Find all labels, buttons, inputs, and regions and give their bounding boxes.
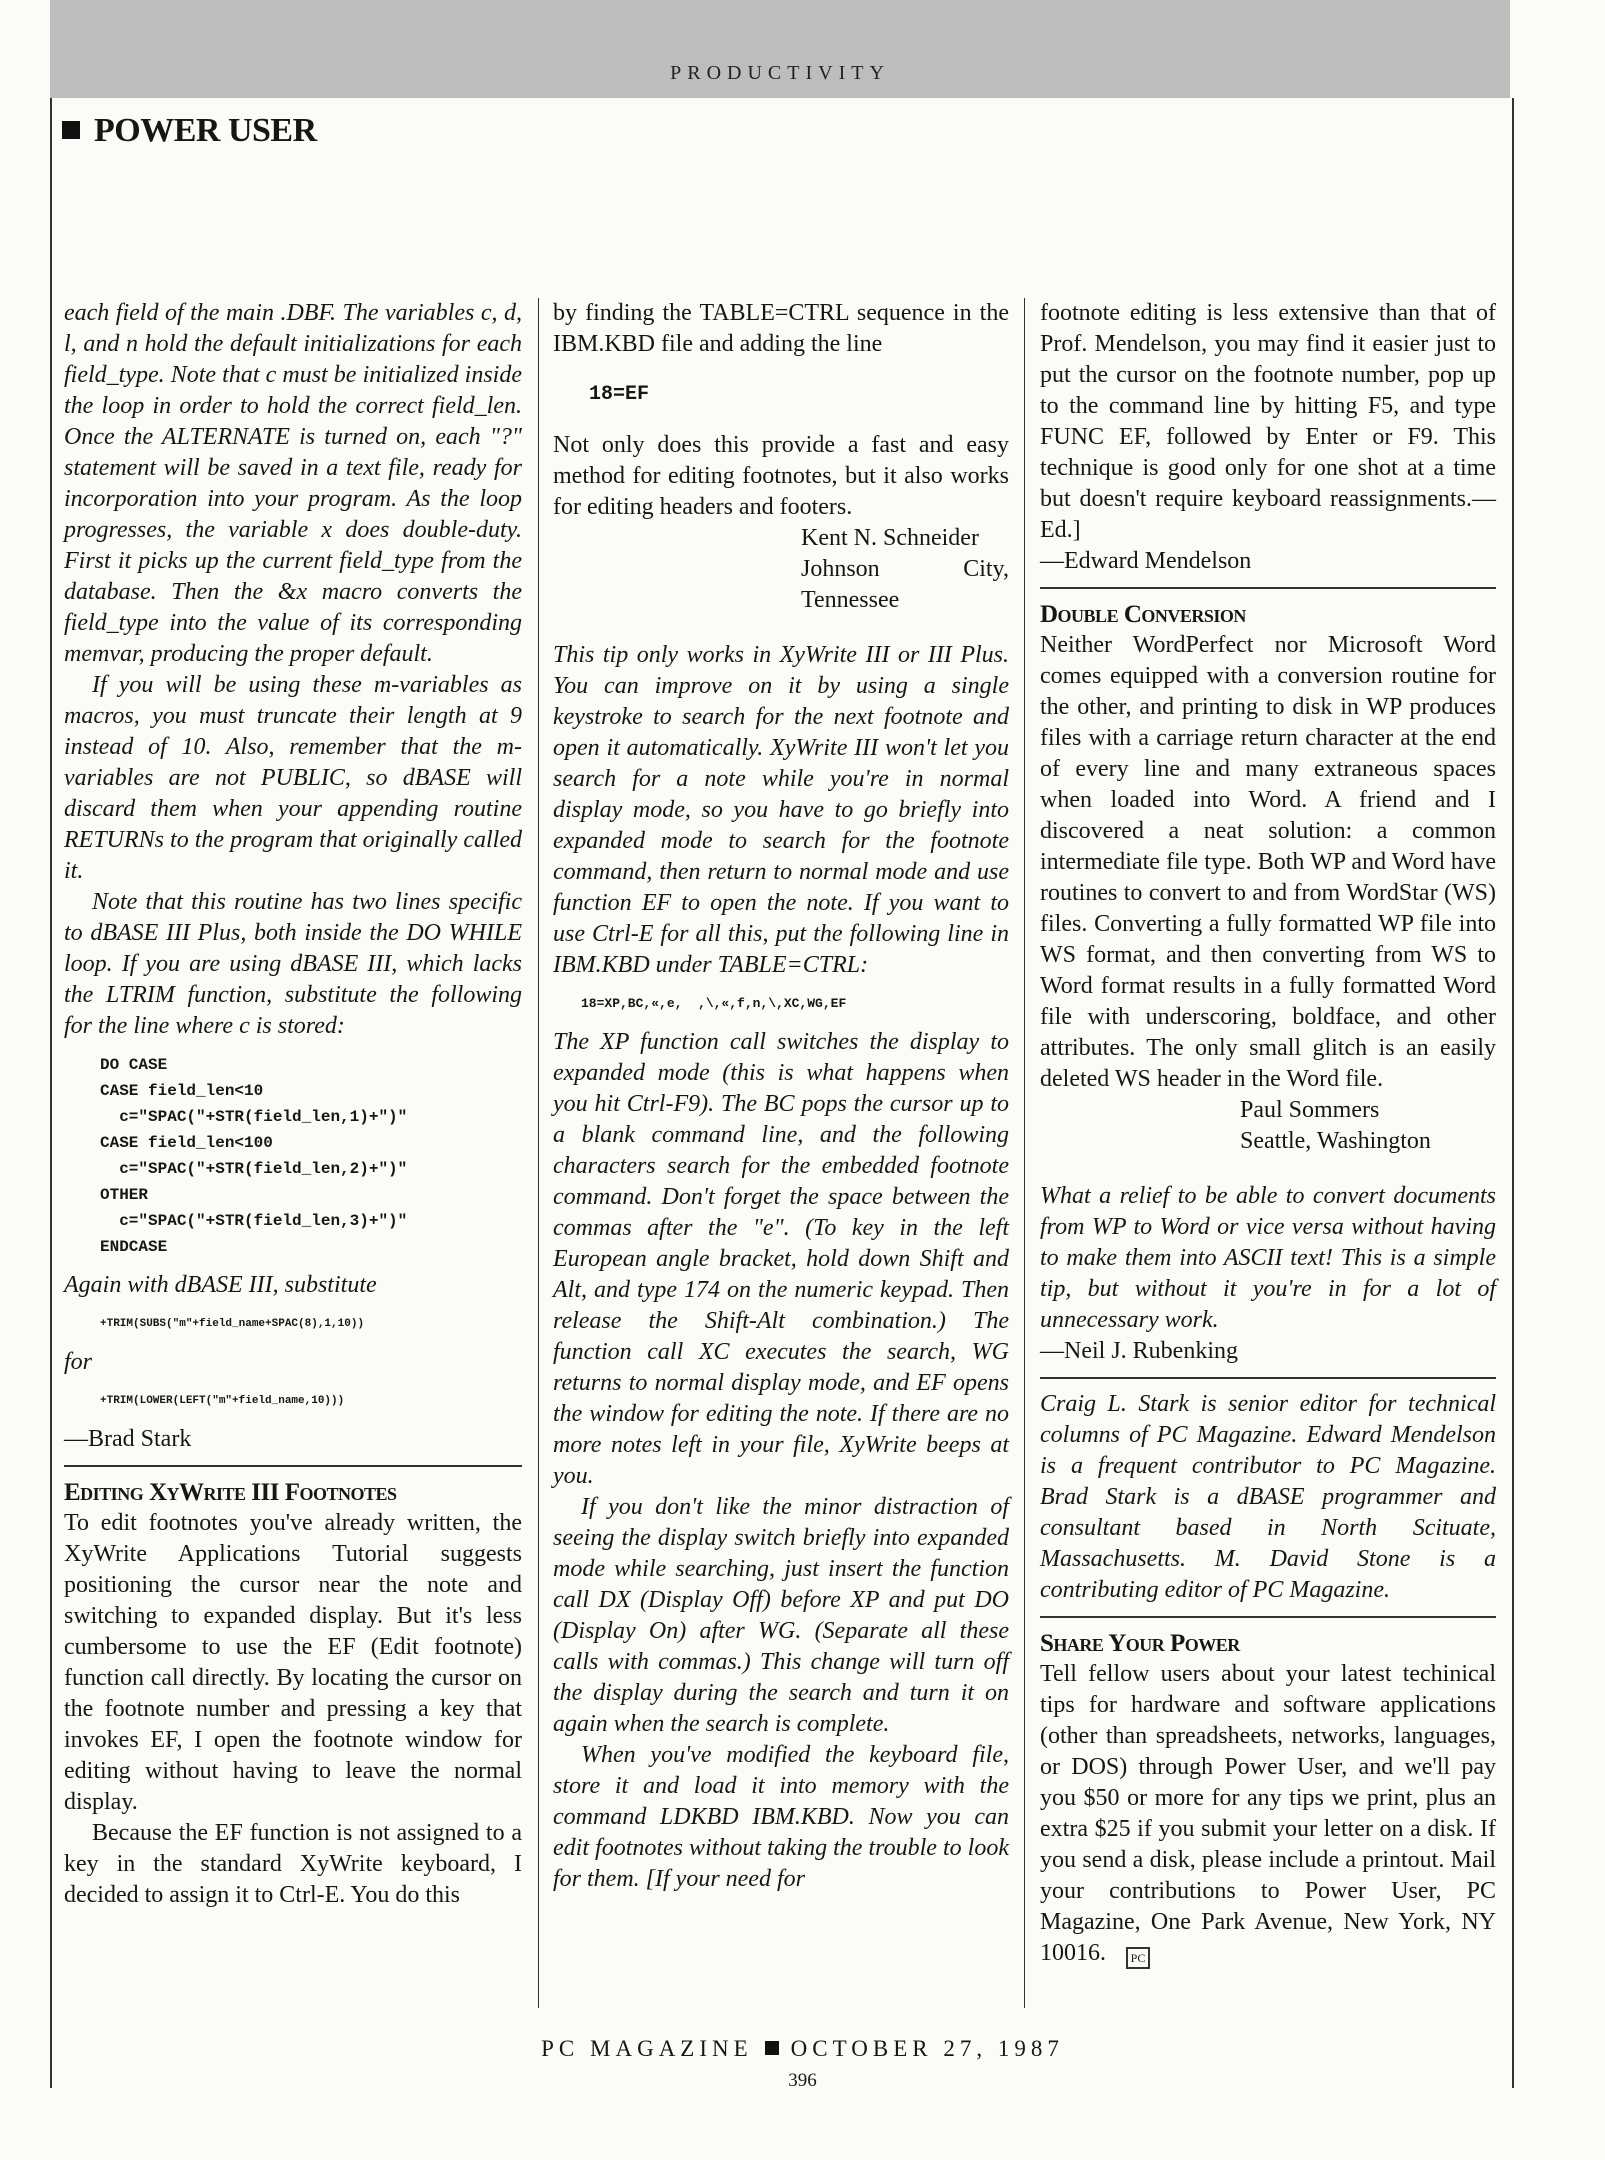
bullet-square-icon <box>765 2041 779 2055</box>
paragraph: each field of the main .DBF. The variables c, d, l, and n hold the default initializations for each field_type. Note that c must be initialized inside the loop in order to hold the correct field_len. Once the ALTERNATE is turned on, each "?" statement will be saved in a text file, ready for incorporation into your program. As the loop progresses, the variable x does double-duty. First it picks up the current field_type from the database. Then the &x macro converts the field_type into the value of its corresponding memvar, producing the proper default. <box>64 300 522 667</box>
paragraph: What a relief to be able to convert documents from WP to Word or vice versa without having to make them into ASCII text! This is a simple tip, but without it you're in for a lot of unnecessary work. <box>1040 1183 1496 1333</box>
footer-date: OCTOBER 27, 1987 <box>790 2036 1064 2061</box>
paragraph: Because the EF function is not assigned to a key in the standard XyWrite keyboard, I decided to assign it to Ctrl-E. You do this <box>64 1820 522 1908</box>
column-3 <box>1040 298 1496 1969</box>
page-number: 396 <box>788 2070 817 2091</box>
section-rule <box>64 1465 522 1467</box>
footer-magazine: PC MAGAZINE <box>541 2036 753 2061</box>
section-rule <box>1040 587 1496 589</box>
paragraph: Again with dBASE III, substitute <box>64 1272 377 1298</box>
bullet-square-icon <box>62 121 80 139</box>
code-line: 18=EF <box>589 383 650 406</box>
column-1 <box>64 298 522 1911</box>
section-banner <box>50 0 1510 98</box>
section-heading: Share Your Power <box>1040 1630 1240 1657</box>
column-divider-1 <box>538 298 539 2008</box>
code-block: DO CASE CASE field_len<10 c="SPAC("+STR(field_len,1)+")" CASE field_len<100 c="SPAC("+STR(field_len,2)+")" OTHER c="SPAC("+STR(field_len,3)+")" ENDCASE <box>100 1056 408 1256</box>
paragraph <box>1040 1659 1496 1969</box>
paragraph: If you will be using these m-variables as macros, you must truncate their length at 9 instead of 10. Also, remember that the m-variables are not PUBLIC, so dBASE will discard them when your appending routine RETURNs to the program that originally called it. <box>64 672 522 884</box>
paragraph: Note that this routine has two lines specific to dBASE III Plus, both inside the DO WHILE loop. If you are using dBASE III, which lacks the LTRIM function, substitute the following for the line where c is stored: <box>64 889 522 1039</box>
section-heading: Editing XyWrite III Footnotes <box>64 1479 397 1506</box>
paragraph: Neither WordPerfect nor Microsoft Word comes equipped with a conversion routine for the other, and printing to disk in WP produces files with a carriage return character at the end of every line and many extraneous spaces when loaded into Word. A friend and I discovered a neat solution: a common intermediate file type. Both WP and Word have routines to convert to and from WordStar (WS) files. Converting a fully formatted WP file into WS format, and then converting from WS to Word format results in a fully formatted Word file with underscoring, boldface, and other attributes. The only small glitch is an easily deleted WS header in the Word file. <box>1040 632 1496 1092</box>
signature: —Brad Stark <box>64 1426 192 1452</box>
section-rule <box>1040 1616 1496 1618</box>
left-border <box>50 98 52 2088</box>
code-line: 18=XP,BC,«,e, ,\,«,f,n,\,XC,WG,EF <box>581 996 847 1011</box>
spacer <box>553 616 1009 640</box>
paragraph: When you've modified the keyboard file, store it and load it into memory with the command LDKBD IBM.KBD. Now you can edit footnotes without taking the trouble to look for them. [If your need for <box>553 1742 1009 1892</box>
signature-name: Kent N. Schneider <box>801 525 979 551</box>
paragraph: by finding the TABLE=CTRL sequence in the IBM.KBD file and adding the line <box>553 300 1009 357</box>
section-rule <box>1040 1377 1496 1379</box>
paragraph-text: Tell fellow users about your latest techinical tips for hardware and software applications (other than spreadsheets, networks, languages, or DOS) through Power User, and we'll pay you $50 or more for any tips we print, plus an extra $25 if you submit your letter on a disk. If you send a disk, please include a printout. Mail your contributions to Power User, PC Magazine, One Park Avenue, New York, NY 10016. <box>1040 1661 1496 1966</box>
paragraph: This tip only works in XyWrite III or III Plus. You can improve on it by using a single keystroke to search for the next footnote and open it automatically. XyWrite III won't let you search for a note while you're in normal display mode, so you have to go briefly into expanded mode to search for the footnote command, then return to normal mode and use function EF to open the note. If you want to use Ctrl-E for all this, put the following line in IBM.KBD under TABLE=CTRL: <box>553 642 1009 978</box>
code-line: +TRIM(LOWER(LEFT("m"+field_name,10))) <box>100 1395 345 1407</box>
code-line: +TRIM(SUBS("m"+field_name+SPAC(8),1,10)) <box>100 1318 365 1330</box>
brand-title: POWER USER <box>94 112 317 149</box>
right-border <box>1512 98 1514 2088</box>
paragraph: for <box>64 1349 93 1375</box>
column-brand <box>62 112 317 150</box>
paragraph: Not only does this provide a fast and easy method for editing footnotes, but it also works for editing headers and footers. <box>553 432 1009 520</box>
paragraph: footnote editing is less extensive than that of Prof. Mendelson, you may find it easier just to put the cursor on the footnote number, pop up to the command line by hitting F5, and type FUNC EF, followed by Enter or F9. This technique is good only for one shot at a time but doesn't require keyboard reassignments.—Ed.] <box>1040 300 1496 543</box>
bio-paragraph: Craig L. Stark is senior editor for technical columns of PC Magazine. Edward Mendelson is a frequent contributor to PC Magazine. Brad Stark is a dBASE programmer and consultant based in North Scituate, Massachusetts. M. David Stone is a contributing editor of PC Magazine. <box>1040 1391 1496 1603</box>
signature-name: Paul Sommers <box>1240 1097 1380 1123</box>
section-heading: Double Conversion <box>1040 601 1246 628</box>
paragraph: The XP function call switches the display to expanded mode (this is what happens when you hit Ctrl-F9). The BC pops the cursor up to a blank command line, and the following characters search for the embedded footnote command. Don't forget the space between the commas after the "e". (To key in the left European angle bracket, hold down Shift and Alt, and type 174 on the numeric keypad. Then release the Shift-Alt combination.) The function call XC executes the search, WG returns to normal display mode, and EF opens the window for editing the note. If there are no more notes left in your file, XyWrite beeps at you. <box>553 1029 1009 1489</box>
signature-place: Johnson City, Tennessee <box>801 556 1009 613</box>
spacer <box>1040 1157 1496 1181</box>
signature: —Neil J. Rubenking <box>1040 1338 1238 1364</box>
signature-place: Seattle, Washington <box>1240 1128 1431 1154</box>
section-label: PRODUCTIVITY <box>670 62 890 84</box>
paragraph: To edit footnotes you've already written, the XyWrite Applications Tutorial suggests positioning the cursor near the note and switching to expanded display. But it's less cumbersome to use the EF (Edit footnote) function call directly. By locating the cursor on the footnote number and pressing a key that invokes EF, I open the footnote window for editing without having to leave the normal display. <box>64 1510 522 1815</box>
column-divider-2 <box>1024 298 1025 2008</box>
end-mark-icon: PC <box>1126 1947 1150 1969</box>
paragraph: If you don't like the minor distraction of seeing the display switch briefly into expanded mode while searching, just insert the function call DX (Display Off) before XP and put DO (Display On) after WG. (Separate all these calls with commas.) This change will turn off the display during the search and turn it on again when the search is complete. <box>553 1494 1009 1737</box>
column-2 <box>553 298 1009 1895</box>
signature: —Edward Mendelson <box>1040 548 1252 574</box>
page-footer <box>0 2036 1605 2062</box>
